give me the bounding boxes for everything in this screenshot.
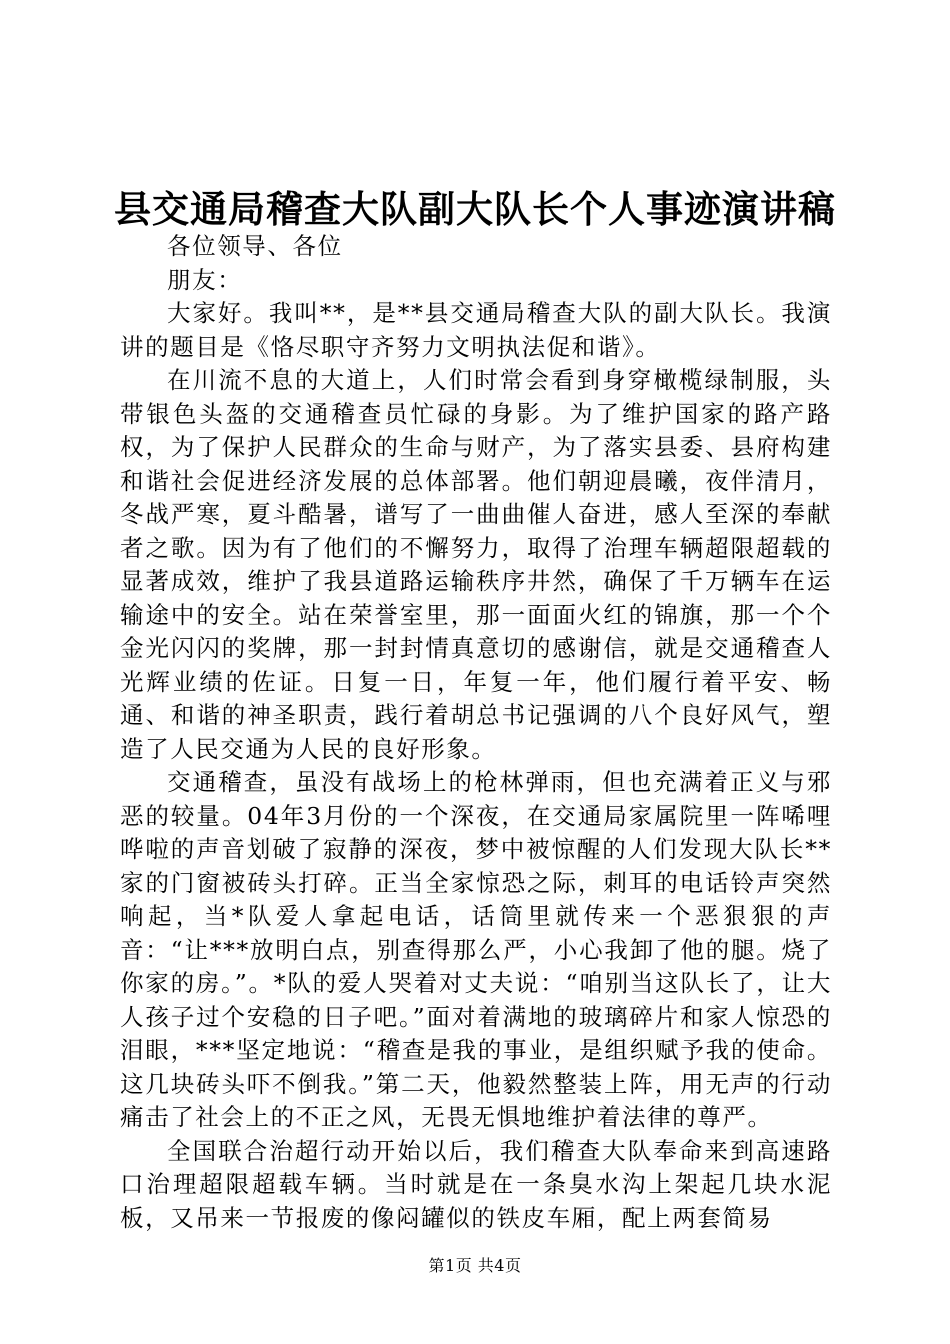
document-title: 县交通局稽查大队副大队长个人事迹演讲稿	[114, 187, 836, 231]
salutation-line-2: 朋友：	[167, 265, 243, 294]
paragraph-intro: 大家好。我叫**，是**县交通局稽查大队的副大队长。我演讲的题目是《恪尽职守齐努力文明执法促和谐》。	[120, 299, 832, 361]
document-body	[120, 230, 832, 1235]
paragraph-overload-control: 全国联合治超行动开始以后，我们稽查大队奉命来到高速路口治理超限超载车辆。当时就是在一条臭水沟上架起几块水泥板，又吊来一节报废的像闷罐似的铁皮车厢，配上两套简易	[120, 1136, 832, 1232]
paragraph-night-incident: 交通稽查，虽没有战场上的枪林弹雨，但也充满着正义与邪恶的较量。04年3月份的一个深夜，在交通局家属院里一阵唏哩哗啦的声音划破了寂静的深夜，梦中被惊醒的人们发现大队长**家的门窗被砖头打碎。正当全家惊恐之际，刺耳的电话铃声突然响起，当*队爱人拿起电话，话筒里就传来一个恶狠狠的声音：“让***放明白点，别查得那么严，小心我卸了他的腿。烧了你家的房。”。*队的爱人哭着对丈夫说：“咱别当这队长了，让大人孩子过个安稳的日子吧。”面对着满地的玻璃碎片和家人惊恐的泪眼，***坚定地说：“稽查是我的事业，是组织赋予我的使命。这几块砖头吓不倒我。”第二天，他毅然整装上阵，用无声的行动痛击了社会上的不正之风，无畏无惧地维护着法律的尊严。	[120, 768, 832, 1131]
page-footer: 第1页 共4页	[428, 1256, 522, 1275]
paragraph-inspectors: 在川流不息的大道上，人们时常会看到身穿橄榄绿制服，头带银色头盔的交通稽查员忙碌的身影。为了维护国家的路产路权，为了保护人民群众的生命与财产，为了落实县委、县府构建和谐社会促进经济发展的总体部署。他们朝迎晨曦，夜伴清月，冬战严寒，夏斗酷暑，谱写了一曲曲催人奋进，感人至深的奉献者之歌。因为有了他们的不懈努力，取得了治理车辆超限超载的显著成效，维护了我县道路运输秩序井然，确保了千万辆车在运输途中的安全。站在荣誉室里，那一面面火红的锦旗，那一个个金光闪闪的奖牌，那一封封情真意切的感谢信，就是交通稽查人光辉业绩的佐证。日复一日，年复一年，他们履行着平安、畅通、和谐的神圣职责，践行着胡总书记强调的八个良好风气，塑造了人民交通为人民的良好形象。	[120, 366, 832, 763]
salutation-line-1: 各位领导、各位	[167, 232, 343, 260]
